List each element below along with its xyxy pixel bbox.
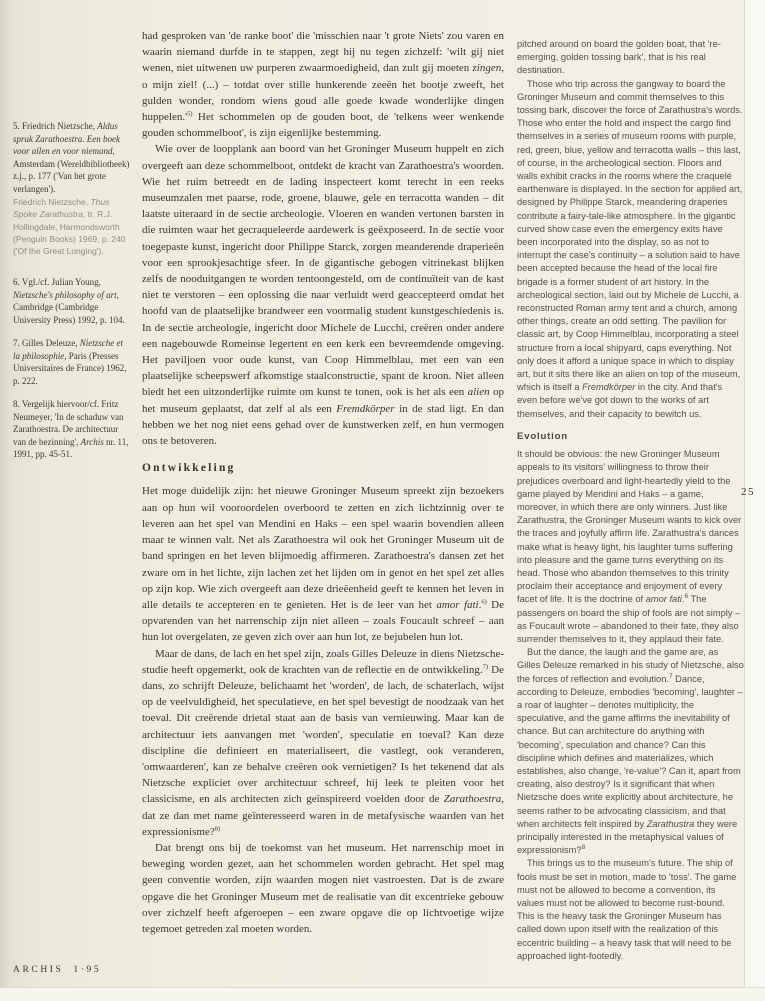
footnote-5-translation: Friedrich Nietzsche, Thus Spoke Zarathustra, tr. R.J. Hollingdale, Harmondsworth (Penguin Books) 1969, p. 240 ('Of the Great Longing'). xyxy=(13,197,126,257)
page-bottom-edge xyxy=(0,987,765,1001)
footnote-8: 8. Vergelijk hiervoor/cf. Fritz Neumeyer, 'In de schaduw van Zarathoestra. De architectuur van de bezinning', Archis nr. 11, 1991, pp. 45-51. xyxy=(13,399,129,460)
page-right-edge xyxy=(744,0,765,1000)
article-column-english xyxy=(517,38,744,963)
footnotes-column xyxy=(13,120,132,472)
paragraph-en-3: It should be obvious: the new Groninger Museum appeals to its visitors' willingness to throw their prejudices overboard and light-heartedly yield to the game played by Mendini and Haks – a game, moreover, in which there are only winners. Just like Zarathustra, the Groninger Museum wants to kick over the traces and joyfully affirm life. Zarathustra's dances make what is heavy light, his laughter turns suffering into pleasure and the game turns everything on its head. Those who abandon themselves to this trinity proclaim their acceptance and enjoyment of every facet of life. It is the doctrine of amor fati.$^6$ The passengers on board the ship of fools are not simply – as Foucault wrote – abandoned to their fate, they also surrender themselves to it, they applaud their fate. xyxy=(517,449,742,644)
footnote-6: 6. Vgl./cf. Julian Young, Nietzsche's philosophy of art, Cambridge (Cambridge University Press) 1992, p. 104. xyxy=(13,277,125,325)
paragraph-en-2: Those who trip across the gangway to board the Groninger Museum and commit themselves to this tossing bark, discover the force of Zarathustra's words. Those who enter the hold and inspect the cargo find themselves in a series of museum rooms with purple, red, green, blue, yellow and terracotta walls – this last, of course, in the archeological section. Floors and walls exhibit cracks in the rooms where the craquelé earthenware is displayed. In the section for applied art, designed by Philippe Starck, meandering draperies contribute a fairy-tale-like atmosphere. In the gigantic curved show case even the emergency exits have been incorporated into the display, so as not to interrupt the case's continuity – a solution said to have been accepted because the head of the local fire brigade is a former student of art history. In the archeological section, laid out by Michele de Lucchi, a reconstructed Roman army tent and a church, among other things, create an odd setting. The pavilion for classic art, by Coop Himmelblau, incorporating a steel structure from a local shipyard, caps everything. Not only does it afford a unique space in which to display art, but it sits there like an alien on top of the museum, which is itself a Fremdkörper in the city. And that's even before we've got down to the works of art themselves, and their capacity to bewitch us. xyxy=(517,78,743,419)
page-number: 25 xyxy=(741,486,755,498)
paragraph-nl-5: Dat brengt ons bij de toekomst van het museum. Het narrenschip moet in beweging worden gezet, aan het schommelen worden gebracht. Het spel mag geen conventie worden, zijn waarden mogen niet vastroesten. Dat is de zware opgave die het Groninger Museum met de realisatie van dit excentrieke gebouw over zichzelf heeft afgeroepen – een zware opgave die op lichtvoetige wijze tegemoet getreden zal moeten worden. xyxy=(142,841,504,935)
article-column-dutch xyxy=(142,28,504,937)
footnote-5 xyxy=(13,120,132,257)
footnote-5-source: 5. Friedrich Nietzsche, Aldus sprak Zarathoestra. Een boek voor allen en voor niemand, Amsterdam (Wereldbibliotheek) z.j., p. 177 ('Van het grote verlangen'). xyxy=(13,121,130,194)
paragraph-nl-4: Maar de dans, de lach en het spel zijn, zoals Gilles Deleuze in diens Nietzsche-studie heeft opgemerkt, ook de krachten van de reflectie en de ontwikkeling.$^{7)}$ De dans, zo schrijft Deleuze, belichaamt het 'worden', de lach, de schaterlach, wijst op de veelvuldigheid, het speculatieve, en het spel bevestigt de noodzaak van het toeval. Dit creërende drietal staat aan de basis van vernieuwing. Maar kan de architectuur iets aanvangen met 'worden', speculatie en toeval? Kan deze discipline die definieert en materialiseert, die vastlegt, ook veranderen, 'omwaarderen', kan ze behalve creëren ook vernietigen? Is het tekenend dat als Nietzsche expliciet over architectuur schreef, hij leek te pleiten voor het classicisme, en als architecten zich geïnspireerd voelden door de Zarathoestra, dat ze dan met name geïnteresseerd waren in de metafysische waarden van het expressionisme?$^{8)}$ xyxy=(142,647,504,838)
paragraph-en-5: This brings us to the museum's future. The ship of fools must be set in motion, made to 'toss'. The game must not be allowed to become a convention, its values must not be allowed to become rust-bound. This is the heavy task the Groninger Museum has called down upon itself with the realization of this eccentric building – a heavy task that will need to be approached light-footedly. xyxy=(517,858,737,961)
footnote-7: 7. Gilles Deleuze, Nietzsche et la philosophie, Paris (Presses Universitaires de France) 1962, p. 222. xyxy=(13,338,127,386)
journal-footer: ARCHIS 1·95 xyxy=(13,965,102,975)
paragraph-en-1: pitched around on board the golden boat, that 're-emerging, golden tossing bark', that is his real destination. xyxy=(517,39,721,76)
paragraph-en-4: But the dance, the laugh and the game are, as Gilles Deleuze remarked in his study of Nietzsche, also the forces of reflection and evolution.$^7$ Dance, according to Deleuze, embodies 'becoming', laughter – a roar of laughter – denotes multiplicity, the speculative, and the game affirms the inevitability of chance. But can architecture do anything with 'becoming', speculation and chance? Can this discipline which defines and materializes, which establishes, also change, 're-value'? Can it, apart from creating, also destroy? Is it significant that when Nietzsche does write explicitly about architecture, he seems rather to be advocating classicism, and that when architects felt inspired by Zarathustra they were principally interested in the metaphysical values of expressionism?$^8$ xyxy=(517,647,744,856)
section-heading-dutch: Ontwikkeling xyxy=(142,462,236,475)
paragraph-nl-3: Het moge duidelijk zijn: het nieuwe Groninger Museum spreekt zijn bezoekers aan op hun wil vooroordelen overboord te zetten en zich lichtzinnig over te leveren aan het spel van Mendini en Haks – een spel waarin bovendien alleen maar te winnen valt. Net als Zarathoestra wil ook het Groninger Museum uit de band springen en het leven blijmoedig affirmeren. Zarathoestra's dansen zet het zware om in het lichte, zijn lachen zet het lijden om in genot en het spel zet alles op zijn kop. Wie zich overgeeft aan deze drieëenheid geeft te kennen het leven in alle details te accepteren en te genieten. Het is de leer van het amor fati.$^{6)}$ De opvarenden van het narrenschip zijn niet alleen – zoals Foucault schreef – aan hun lot overgelaten, ze geven zich over aan hun lot, ze bejubelen hun lot. xyxy=(142,485,504,644)
section-heading-english: Evolution xyxy=(517,430,568,442)
paragraph-nl-2: Wie over de loopplank aan boord van het Groninger Museum huppelt en zich overgeeft aan deze schommelboot, ontdekt de kracht van Zarathoestra's woorden. Wie het ruim betreedt en de lading inspecteert komt terecht in een reeks museumzalen met paarse, rode, groene, blauwe, gele en terracotta wanden – dit laatste uiteraard in de sectie archeologie. Vloeren en wanden vertonen barsten in die ruimten waar het gecraqueleerde aardewerk is geëxposeerd. In de sectie voor toegepaste kunst, ingericht door Philippe Starck, zorgen meanderende draperieën voor een sprookjesachtige sfeer. In de gigantische gebogen vitrinekast blijken zelfs de nooduitgangen te worden tentoongesteld, om de continuïteit van de kast niet te verstoren – een oplossing die naar verluidt werd geaccepteerd omdat het hoofd van de plaatselijke brandweer een voormalig student kunstgeschiedenis is. In de sectie archeologie, ingericht door Michele de Lucchi, creëren onder andere een nagebouwde Romeinse legertent en een kerk een bevreemdende omgeving. Het paviljoen voor oude kunst, van Coop Himmelblau, met een van een plaatselijke scheepswerf afkomstige staalconstructie, spant de kroon. Niet alleen biedt het een uitzonderlijke ruimte om kunst te tonen, ook is het als een alien op het museum geplaatst, dat zelf al als een Fremdkörper in de stad ligt. En dan hebben we het nog niet eens gehad over de kunstwerken zelf, en hun vermogen ons te betoveren. xyxy=(142,143,504,448)
paragraph-nl-1: had gesproken van 'de ranke boot' die 'misschien naar 't grote Niets' zou varen en waarin niemand durfde in te stappen, zegt hij nu tegen zichzelf: 'wilt gij niet wenen, niet uitwenen uw purperen zwaarmoedigheid, dan zult gij moeten zingen, o mijn ziel! (...) – totdat over stille hunkerende zeeën het bootje zweeft, het gulden wonder, rondom wiens goud alle goede kwade wonderlijke dingen $huppelen.'^{5)}$ Het schommelen op de gouden boot, de 'telkens weer wenkende gouden schommelboot', is zijn eigenlijke bestemming. xyxy=(142,30,504,140)
